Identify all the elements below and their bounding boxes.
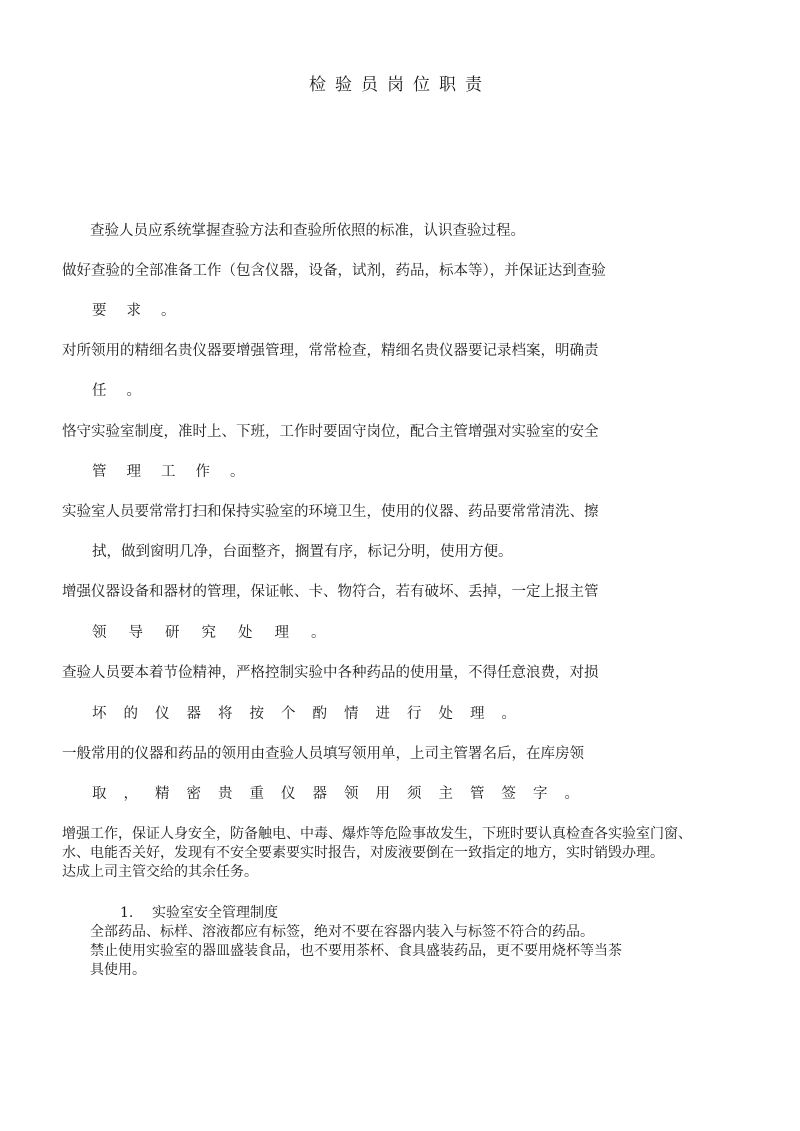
duty-line-9-cont: 水、电能否关好，发现有不安全要素要实时报告，对废液要倒在一致指定的地方，实时销毁办理。: [62, 845, 664, 861]
duty-line-9: 增强工作，保证人身安全，防备触电、中毒、爆炸等危险事故发生，下班时要认真检查各实验室门窗、: [62, 826, 692, 842]
page-title: 检验员岗位职责: [309, 75, 491, 95]
duty-line-4: 恪守实验室制度，准时上、下班，工作时要固守岗位，配合主管增强对实验室的安全: [62, 424, 599, 440]
duty-line-8-cont: 取，精密贵重仪器领用须主管签字。: [92, 786, 596, 802]
duty-line-6: 增强仪器设备和器材的管理，保证帐、卡、物符合，若有破坏、丢掉，一定上报主管: [62, 584, 599, 600]
duty-line-4-cont: 管理工作。: [92, 464, 265, 480]
duty-line-10: 达成上司主管交给的其余任务。: [62, 864, 258, 880]
section-heading: 实验室安全管理制度: [152, 905, 278, 921]
rule-line-1: 全部药品、标样、溶液都应有标签，绝对不要在容器内装入与标签不符合的药品。: [90, 924, 594, 940]
rule-line-2-cont: 具使用。: [90, 962, 146, 978]
duty-line-2: 做好查验的全部准备工作（包含仪器，设备，试剂，药品，标本等），并保证达到查验: [62, 263, 606, 279]
duty-line-5-cont: 拭，做到窗明几净，台面整齐，搁置有序，标记分明，使用方便。: [92, 544, 513, 560]
duty-line-2-cont: 要求。: [92, 303, 196, 319]
section-number: 1.: [120, 905, 134, 921]
duty-line-3-cont: 任。: [92, 383, 161, 399]
duty-line-7-cont: 坏的仪器将按个酌情进行处理。: [92, 706, 533, 722]
duty-line-5: 实验室人员要常常打扫和保持实验室的环境卫生，使用的仪器、药品要常常清洗、擦: [62, 504, 599, 520]
duty-line-3: 对所领用的精细名贵仪器要增强管理，常常检查，精细名贵仪器要记录档案，明确责: [62, 343, 599, 359]
duty-line-6-cont: 领导研究处理。: [92, 625, 348, 641]
duty-line-1: 查验人员应系统掌握查验方法和查验所依照的标准，认识查验过程。: [90, 223, 525, 239]
rule-line-2: 禁止使用实验室的器皿盛装食品，也不要用茶杯、食具盛装药品，更不要用烧杯等当茶: [90, 943, 622, 959]
duty-line-7: 查验人员要本着节俭精神，严格控制实验中各种药品的使用量，不得任意浪费，对损: [62, 665, 599, 681]
duty-line-8: 一般常用的仪器和药品的领用由查验人员填写领用单，上司主管署名后，在库房领: [62, 746, 584, 762]
